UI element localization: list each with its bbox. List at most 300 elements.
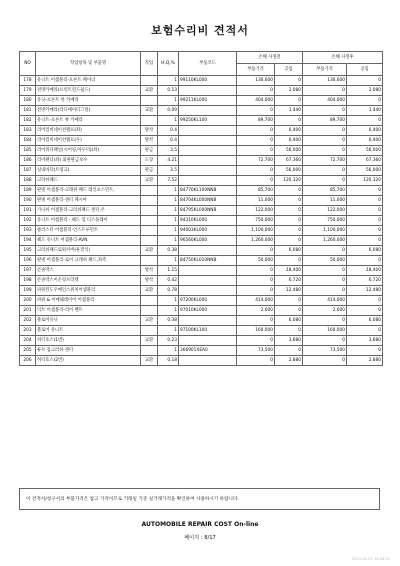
cell-item: 전방카메라(라디에이터그릴) xyxy=(36,106,141,116)
cell-work xyxy=(141,116,158,126)
cell-work: 교환 xyxy=(141,176,158,186)
cell-before-part-price: 0 xyxy=(237,286,275,296)
table-row xyxy=(20,166,383,176)
cell-no: 194 xyxy=(20,236,36,246)
cell-part-code: 97010KL000 xyxy=(179,306,237,316)
cell-after-labor: 12,480 xyxy=(347,286,383,296)
cell-work xyxy=(141,186,158,196)
cell-no: 204 xyxy=(20,336,36,346)
cell-before-part-price: 414,000 xyxy=(237,296,275,306)
cell-after-part-price: 2,600 xyxy=(303,306,347,316)
cell-after-labor: 0 xyxy=(347,236,383,246)
cell-after-part-price: 0 xyxy=(303,146,347,156)
header-hq: H,Q,% xyxy=(158,52,179,76)
table-row xyxy=(20,246,383,256)
cell-work xyxy=(141,196,158,206)
cell-after-labor: 18,400 xyxy=(347,266,383,276)
cell-part-code xyxy=(179,146,237,156)
cell-item: 유닛-프론트 뷰 카메라 xyxy=(36,96,141,106)
cell-part-code xyxy=(179,356,237,366)
cell-hq: 0.4 xyxy=(158,126,179,136)
cell-after-labor: 0 xyxy=(347,346,383,356)
cell-part-code xyxy=(179,176,237,186)
cell-work xyxy=(141,306,158,316)
cell-no: 197 xyxy=(20,266,36,276)
cell-before-part-price: 50,000 xyxy=(237,256,275,266)
cell-after-part-price: 50,000 xyxy=(303,256,347,266)
cell-before-labor: 0 xyxy=(275,226,303,236)
cell-before-labor: 0 xyxy=(275,96,303,106)
cell-part-code xyxy=(179,276,237,286)
cell-before-part-price: 0 xyxy=(237,176,275,186)
cell-after-part-price: 414,000 xyxy=(303,296,347,306)
cell-work: 판금 xyxy=(141,166,158,176)
cell-no: 181 xyxy=(20,106,36,116)
cell-before-labor: 6,080 xyxy=(275,316,303,326)
table-row xyxy=(20,186,383,196)
cell-after-part-price: 130,600 xyxy=(303,76,347,86)
cell-part-code: 99211KL000 xyxy=(179,96,237,106)
cell-hq: 1.15 xyxy=(158,266,179,276)
cell-before-labor: 18,400 xyxy=(275,266,303,276)
cell-before-labor: 2,880 xyxy=(275,356,303,366)
cell-item: 파워윈도우메인스위치어셈블리 xyxy=(36,286,141,296)
cell-item: 판넬 어셈블리-센터 페시아 xyxy=(36,196,141,206)
cell-after-labor: 0 xyxy=(347,296,383,306)
cell-after-labor: 0 xyxy=(347,226,383,236)
table-body xyxy=(20,76,383,366)
cell-after-labor: 0 xyxy=(347,76,383,86)
cell-work: 교환 xyxy=(141,246,158,256)
cell-work xyxy=(141,326,158,336)
cell-work xyxy=(141,96,158,106)
cell-hq: 1 xyxy=(158,256,179,266)
cell-after-labor: 6,720 xyxy=(347,276,383,286)
cell-item: 파워 & 이메쉐레이어 어셈블리 xyxy=(36,296,141,306)
header-part-code: 부품코드 xyxy=(179,52,237,76)
cell-before-part-price: 0 xyxy=(237,166,275,176)
cell-before-labor: 0 xyxy=(275,186,303,196)
cell-hq: 1 xyxy=(158,346,179,356)
cell-before-labor: 12,480 xyxy=(275,286,303,296)
cell-item: 튜브 집크러쉬-센터 xyxy=(36,346,141,356)
cell-no: 200 xyxy=(20,296,36,306)
cell-work xyxy=(141,346,158,356)
cell-before-labor: 2,080 xyxy=(275,86,303,96)
table-row xyxy=(20,146,383,156)
header-before-part-price: 부품가격 xyxy=(237,64,275,76)
cell-part-code: 84750KL010NNB xyxy=(179,256,237,266)
cell-no: 188 xyxy=(20,176,36,186)
cell-before-part-price: 122,000 xyxy=(237,206,275,216)
cell-work: 교환 xyxy=(141,86,158,96)
cell-item: 가니쉬 어셈블리-크러쉬패드 센터,우 xyxy=(36,206,141,216)
table-row xyxy=(20,86,383,96)
cell-hq: 0.78 xyxy=(158,286,179,296)
cell-before-labor: 0 xyxy=(275,76,303,86)
cell-no: 206 xyxy=(20,356,36,366)
cell-hq: 1 xyxy=(158,326,179,336)
cell-no: 180 xyxy=(20,96,36,106)
table-row xyxy=(20,256,383,266)
cell-part-code: 94003KL000 xyxy=(179,226,237,236)
table-row xyxy=(20,276,383,286)
cell-after-part-price: 0 xyxy=(303,246,347,256)
cell-no: 191 xyxy=(20,206,36,216)
cell-no: 202 xyxy=(20,316,36,326)
cell-before-part-price: 130,600 xyxy=(237,76,275,86)
cell-before-labor: 56,000 xyxy=(275,146,303,156)
table-row xyxy=(20,176,383,186)
cell-no: 199 xyxy=(20,286,36,296)
cell-hq: 1 xyxy=(158,226,179,236)
cell-hq: 1 xyxy=(158,296,179,306)
cell-part-code xyxy=(179,266,237,276)
cell-after-labor: 3,680 xyxy=(347,336,383,346)
cell-before-part-price: 73,500 xyxy=(237,346,275,356)
cell-hq: 1 xyxy=(158,116,179,126)
cell-work: 교환 xyxy=(141,356,158,366)
table-row xyxy=(20,76,383,86)
cell-hq: 1 xyxy=(158,196,179,206)
cell-before-part-price: 0 xyxy=(237,336,275,346)
table-header xyxy=(20,52,383,76)
cell-work xyxy=(141,76,158,86)
cell-after-part-price: 72,700 xyxy=(303,156,347,166)
cell-after-part-price: 160,000 xyxy=(303,326,347,336)
cell-after-part-price: 0 xyxy=(303,356,347,366)
cell-after-labor: 0 xyxy=(347,326,383,336)
cell-item: 콘솔박스 xyxy=(36,266,141,276)
table-row xyxy=(20,316,383,326)
cell-before-part-price: 0 xyxy=(237,126,275,136)
cell-item: 블로어유닛 xyxy=(36,316,141,326)
cell-after-labor: 0 xyxy=(347,256,383,266)
cell-after-part-price: 0 xyxy=(303,336,347,346)
cell-item: 리어펜더(좌) 외판판금보수 xyxy=(36,156,141,166)
cell-part-code: 84704KL000NNB xyxy=(179,196,237,206)
cell-after-part-price: 0 xyxy=(303,166,347,176)
cell-no: 183 xyxy=(20,126,36,136)
header-after-part-price: 부품가격 xyxy=(303,64,347,76)
cell-after-part-price: 0 xyxy=(303,126,347,136)
header-before-labor: 공임 xyxy=(275,64,303,76)
cell-no: 189 xyxy=(20,186,36,196)
cell-item: 유니트 어셈블리-프론트 페이더 xyxy=(36,76,141,86)
cell-before-labor: 1,440 xyxy=(275,106,303,116)
cell-item: 크러쉬패드로워커버(운전석) xyxy=(36,246,141,256)
header-before-group: 손해 사정전 xyxy=(237,52,303,64)
cell-before-labor: 6,720 xyxy=(275,276,303,286)
cell-no: 184 xyxy=(20,136,36,146)
cell-work: 교환 xyxy=(141,316,158,326)
cell-hq: 0.13 xyxy=(158,86,179,96)
table-row xyxy=(20,266,383,276)
cell-after-labor: 0 xyxy=(347,116,383,126)
cell-no: 187 xyxy=(20,166,36,176)
cell-no: 190 xyxy=(20,196,36,206)
cell-no: 201 xyxy=(20,306,36,316)
cell-before-part-price: 1,260,000 xyxy=(237,236,275,246)
cell-before-labor: 0 xyxy=(275,306,303,316)
cell-hq: 3.5 xyxy=(158,146,179,156)
estimate-table xyxy=(19,51,383,366)
cell-hq: 3.5 xyxy=(158,166,179,176)
cell-work: 탈착 xyxy=(141,126,158,136)
cell-before-part-price: 1,100,000 xyxy=(237,226,275,236)
cell-no: 203 xyxy=(20,326,36,336)
cell-no: 182 xyxy=(20,116,36,126)
cell-part-code xyxy=(179,316,237,326)
cell-after-part-price: 89,700 xyxy=(303,116,347,126)
cell-part-code: 96560KL000 xyxy=(179,236,237,246)
cell-after-labor: 6,400 xyxy=(347,126,383,136)
cell-work: 교환 xyxy=(141,286,158,296)
cell-part-code: 97100KL100 xyxy=(179,326,237,336)
cell-no: 198 xyxy=(20,276,36,286)
cell-item: 콘솔박스이온링브라켓 xyxy=(36,276,141,286)
cell-hq: 1 xyxy=(158,186,179,196)
cell-part-code xyxy=(179,336,237,346)
cell-before-part-price: 0 xyxy=(237,316,275,326)
disclaimer-note: 이 견적서/청구서의 부품가격은 참고 가격이므로 거래일 기준 실거래가격을 확인하여 사용하시기 바랍니다. xyxy=(19,488,380,510)
cell-work: 탈착 xyxy=(141,266,158,276)
cell-item: 실내바닥(트렁크) xyxy=(36,166,141,176)
cell-before-labor: 0 xyxy=(275,296,303,306)
cell-work: 탈착 xyxy=(141,136,158,146)
cell-work xyxy=(141,256,158,266)
table-row xyxy=(20,346,383,356)
cell-before-part-price: 0 xyxy=(237,276,275,286)
cell-after-part-price: 404,000 xyxy=(303,96,347,106)
cell-part-code: 99250KL100 xyxy=(179,116,237,126)
cell-part-code xyxy=(179,86,237,96)
cell-hq: 1 xyxy=(158,306,179,316)
cell-after-labor: 0 xyxy=(347,306,383,316)
cell-item: 히터호스(1번) xyxy=(36,336,141,346)
cell-no: 192 xyxy=(20,216,36,226)
cell-before-part-price: 72,700 xyxy=(237,156,275,166)
cell-before-part-price: 0 xyxy=(237,136,275,146)
cell-item: 크라쉬패드 xyxy=(36,176,141,186)
table-row xyxy=(20,96,383,106)
cell-after-labor: 0 xyxy=(347,186,383,196)
cell-work: 도장 xyxy=(141,156,158,166)
cell-hq: 0.42 xyxy=(158,276,179,286)
cell-after-labor: 0 xyxy=(347,196,383,206)
cell-work xyxy=(141,226,158,236)
table-row xyxy=(20,106,383,116)
table-row xyxy=(20,286,383,296)
cell-no: 205 xyxy=(20,346,36,356)
cell-before-part-price: 2,600 xyxy=(237,306,275,316)
cell-part-code xyxy=(179,246,237,256)
cell-hq: 0.38 xyxy=(158,316,179,326)
cell-after-part-price: 0 xyxy=(303,286,347,296)
table-row xyxy=(20,126,383,136)
cell-before-part-price: 404,000 xyxy=(237,96,275,106)
cell-work xyxy=(141,206,158,216)
cell-before-labor: 6,400 xyxy=(275,126,303,136)
cell-before-labor: 0 xyxy=(275,256,303,266)
header-item: 작업항목 및 부품명 xyxy=(36,52,141,76)
cell-item: 덕트 어셈블리-리어 벤트 xyxy=(36,306,141,316)
header-after-group: 손해 사정후 xyxy=(303,52,383,64)
cell-before-part-price: 85,700 xyxy=(237,186,275,196)
cell-work: 판금 xyxy=(141,146,158,156)
cell-part-code: 94310KL000 xyxy=(179,216,237,226)
table-row xyxy=(20,296,383,306)
cell-after-labor: 0 xyxy=(347,216,383,226)
cell-before-part-price: 0 xyxy=(237,266,275,276)
header-work: 작업 xyxy=(141,52,158,76)
cell-item: 유니트-프론트 뷰 카메라 xyxy=(36,116,141,126)
table-row xyxy=(20,236,383,246)
cell-before-part-price: 750,000 xyxy=(237,216,275,226)
cell-before-labor: 0 xyxy=(275,216,303,226)
cell-before-part-price: 0 xyxy=(237,106,275,116)
cell-no: 193 xyxy=(20,226,36,236)
page-indicator: 페이지 : 8/17 xyxy=(184,535,216,541)
cell-item: 전방카메라(프런트윈드쉴드) xyxy=(36,86,141,96)
cell-hq: 1 xyxy=(158,76,179,86)
cell-hq: 0.18 xyxy=(158,356,179,366)
cell-before-part-price: 0 xyxy=(237,246,275,256)
cell-item: 리어쿼터패널(시어링,아우터)(좌) xyxy=(36,146,141,156)
cell-after-part-price: 11,000 xyxy=(303,196,347,206)
cell-item: 클러스터 어셈블리-인스트루먼트 xyxy=(36,226,141,236)
cell-part-code: 84795KL000NNB xyxy=(179,206,237,216)
table-row xyxy=(20,326,383,336)
cell-hq: 0.23 xyxy=(158,336,179,346)
cell-after-part-price: 1,260,000 xyxy=(303,236,347,246)
cell-item: 헤드 유니트 어셈블리-AVN xyxy=(36,236,141,246)
cell-item: 판넬 어셈블리-로어 크래쉬 패드,좌측 xyxy=(36,256,141,266)
table-row xyxy=(20,196,383,206)
cell-work: 교환 xyxy=(141,336,158,346)
table-row xyxy=(20,226,383,236)
table-row xyxy=(20,336,383,346)
table-row xyxy=(20,206,383,216)
cell-after-labor: 120,320 xyxy=(347,176,383,186)
cell-before-labor: 0 xyxy=(275,346,303,356)
cell-no: 186 xyxy=(20,156,36,166)
footer-brand: AUTOMOBILE REPAIR COST On-line xyxy=(141,521,259,528)
cell-before-labor: 0 xyxy=(275,116,303,126)
table-row xyxy=(20,156,383,166)
cell-work xyxy=(141,236,158,246)
cell-hq: 7.52 xyxy=(158,176,179,186)
cell-item: 유니트 어셈블리 - 헤드 업 디스플레이 xyxy=(36,216,141,226)
cell-before-labor: 0 xyxy=(275,206,303,216)
cell-hq: 1 xyxy=(158,206,179,216)
cell-after-part-price: 0 xyxy=(303,266,347,276)
cell-after-labor: 67,360 xyxy=(347,156,383,166)
cell-after-labor: 0 xyxy=(347,206,383,216)
cell-part-code: 84770KL100NNB xyxy=(179,186,237,196)
cell-after-part-price: 0 xyxy=(303,86,347,96)
cell-after-labor: 56,000 xyxy=(347,146,383,156)
cell-after-part-price: 0 xyxy=(303,176,347,186)
cell-before-labor: 6,080 xyxy=(275,246,303,256)
cell-no: 196 xyxy=(20,256,36,266)
cell-after-part-price: 85,700 xyxy=(303,186,347,196)
cell-no: 195 xyxy=(20,246,36,256)
table-row xyxy=(20,216,383,226)
cell-before-labor: 67,360 xyxy=(275,156,303,166)
cell-after-labor: 1,440 xyxy=(347,106,383,116)
header-no: NO xyxy=(20,52,36,76)
cell-hq: 0.38 xyxy=(158,246,179,256)
cell-before-part-price: 0 xyxy=(237,86,275,96)
cell-part-code xyxy=(179,156,237,166)
cell-part-code xyxy=(179,126,237,136)
cell-before-part-price: 89,700 xyxy=(237,116,275,126)
cell-part-code xyxy=(179,286,237,296)
cell-after-part-price: 73,500 xyxy=(303,346,347,356)
cell-before-part-price: 0 xyxy=(237,146,275,156)
cell-work: 탈착 xyxy=(141,276,158,286)
cell-work xyxy=(141,216,158,226)
cell-hq: 1 xyxy=(158,236,179,246)
cell-part-code: 97200KL000 xyxy=(179,296,237,306)
cell-after-part-price: 1,100,000 xyxy=(303,226,347,236)
cell-hq: 4.21 xyxy=(158,156,179,166)
cell-part-code xyxy=(179,166,237,176)
table-row xyxy=(20,306,383,316)
cell-after-part-price: 122,000 xyxy=(303,206,347,216)
cell-after-part-price: 0 xyxy=(303,136,347,146)
cell-before-part-price: 0 xyxy=(237,356,275,366)
cell-after-labor: 56,000 xyxy=(347,166,383,176)
cell-after-part-price: 0 xyxy=(303,276,347,286)
print-timestamp: 2024-05-07 14:58:33 xyxy=(351,557,390,561)
cell-before-labor: 3,680 xyxy=(275,336,303,346)
cell-after-labor: 2,880 xyxy=(347,356,383,366)
cell-item: 히터호스(2번) xyxy=(36,356,141,366)
cell-after-part-price: 0 xyxy=(303,316,347,326)
cell-before-part-price: 160,000 xyxy=(237,326,275,336)
cell-before-labor: 6,400 xyxy=(275,136,303,146)
cell-before-labor: 0 xyxy=(275,326,303,336)
cell-part-code xyxy=(179,136,237,146)
cell-no: 185 xyxy=(20,146,36,156)
cell-after-labor: 6,400 xyxy=(347,136,383,146)
cell-work: 교환 xyxy=(141,106,158,116)
cell-part-code: 366901XEA0 xyxy=(179,346,237,356)
cell-item: 리어컴비네이션램프(좌) xyxy=(36,126,141,136)
cell-no: 178 xyxy=(20,76,36,86)
cell-after-labor: 0 xyxy=(347,96,383,106)
cell-after-part-price: 0 xyxy=(303,106,347,116)
cell-part-code xyxy=(179,106,237,116)
cell-item: 판넬 어셈블리-크래쉬 패드 레인포스먼트, xyxy=(36,186,141,196)
cell-hq: 0.4 xyxy=(158,136,179,146)
table-row xyxy=(20,136,383,146)
cell-before-part-price: 11,000 xyxy=(237,196,275,206)
cell-after-labor: 6,080 xyxy=(347,316,383,326)
cell-part-code: 99110KL000 xyxy=(179,76,237,86)
cell-after-labor: 2,080 xyxy=(347,86,383,96)
document-title: 보험수리비 견적서 xyxy=(151,24,249,37)
table-row xyxy=(20,356,383,366)
cell-after-labor: 6,080 xyxy=(347,246,383,256)
cell-before-labor: 120,320 xyxy=(275,176,303,186)
cell-after-part-price: 750,000 xyxy=(303,216,347,226)
table-row xyxy=(20,116,383,126)
cell-before-labor: 0 xyxy=(275,196,303,206)
cell-before-labor: 0 xyxy=(275,236,303,246)
